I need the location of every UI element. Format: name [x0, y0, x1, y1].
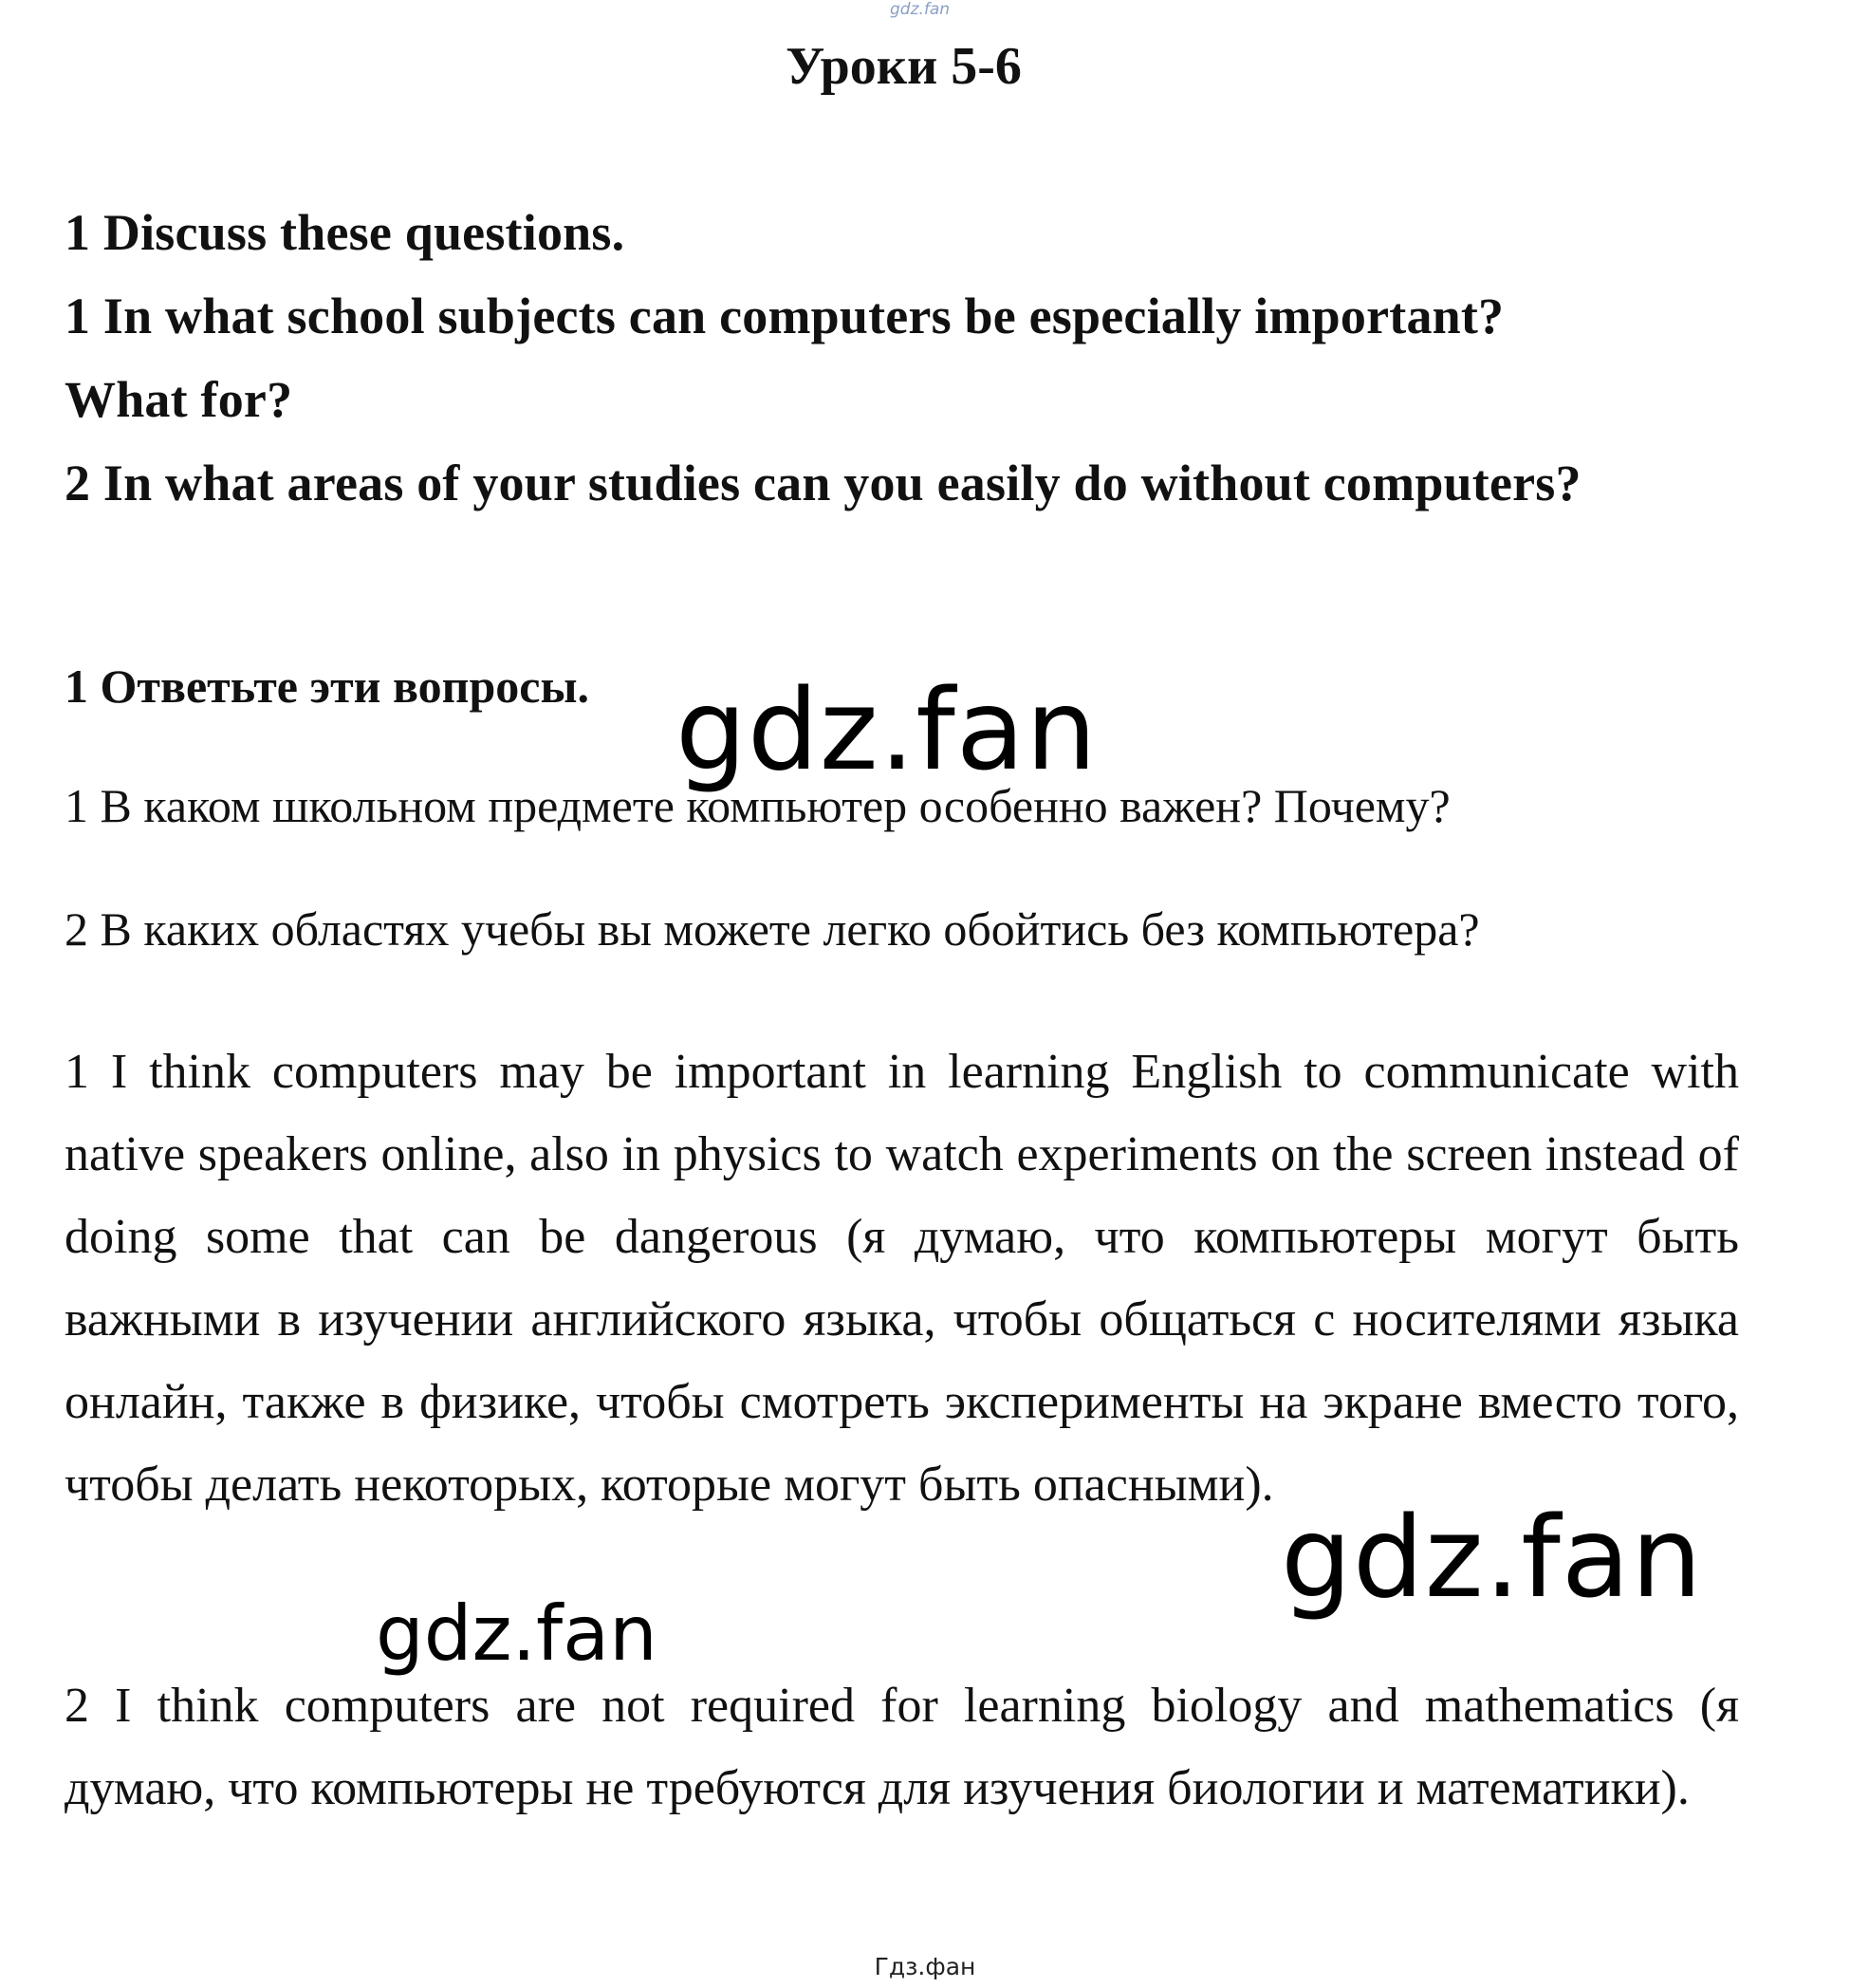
- question-2-en: 2 In what areas of your studies can you easily do without computers?: [65, 455, 1582, 511]
- task-heading-ru: 1 Ответьте эти вопросы.: [65, 660, 589, 713]
- watermark-1: gdz.fan: [675, 664, 1098, 795]
- task-heading-en: 1 Discuss these questions.: [65, 204, 625, 261]
- question-1-ru: 1 В каком школьном предмете компьютер особенно важен? Почему?: [65, 779, 1451, 832]
- question-2-ru: 2 В каких областях учебы вы можете легко обойтись без компьютера?: [65, 902, 1480, 956]
- footer-text: Гдз.фан: [874, 1953, 976, 1980]
- question-1-en-line-2: What for?: [65, 371, 293, 428]
- watermark-2: gdz.fan: [1281, 1492, 1703, 1623]
- answer-1: 1 I think computers may be important in learning English to communicate with native speakers online, also in physics to watch experiments on the screen instead of doing some that can be dangerous (я думаю, что компьютеры могут быть важными в изучении английского языка, чтобы общаться с носителями языка онлайн, также в физике, чтобы смотреть эксперименты на экране вместо того, чтобы делать некоторых, которые могут быть опасными).: [65, 1045, 1739, 1512]
- answer-2: 2 I think computers are not required for learning biology and mathematics (я думаю, что компьютеры не требуются для изучения биологии и математики).: [65, 1679, 1739, 1815]
- page-title: Уроки 5-6: [786, 37, 1022, 96]
- question-1-en-line-1: 1 In what school subjects can computers be especially important?: [65, 288, 1505, 344]
- watermark-3: gdz.fan: [376, 1589, 657, 1678]
- top-watermark: gdz.fan: [890, 0, 951, 19]
